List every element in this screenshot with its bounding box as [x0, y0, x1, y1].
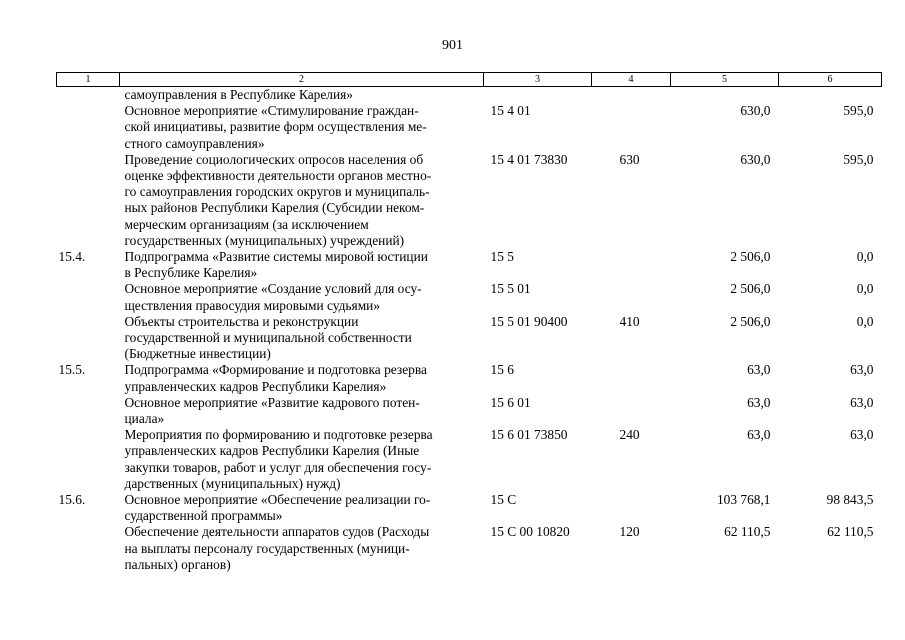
table-header	[57, 73, 882, 87]
row-number	[57, 87, 120, 104]
row-code: 15 С	[490, 492, 517, 508]
table-body	[57, 87, 882, 574]
table-row	[57, 281, 882, 313]
row-expense-type: 630	[619, 151, 640, 167]
row-amount-2: 0,0	[856, 281, 874, 297]
row-number	[57, 427, 120, 492]
row-name-line: Основное мероприятие «Развитие кадрового потен-	[124, 394, 420, 410]
row-expense-type	[592, 281, 671, 313]
row-name	[120, 524, 484, 573]
table-row	[57, 492, 882, 524]
header-col-5: 5	[671, 73, 779, 87]
row-number: 15.5.	[58, 362, 86, 378]
page-number: 901	[442, 38, 463, 53]
row-name-line: государственных (муниципальных) учреждений)	[124, 232, 405, 248]
row-name-line: стного самоуправления»	[124, 135, 265, 151]
row-amount-1: 2 506,0	[730, 249, 771, 265]
row-amount-2: 595,0	[843, 103, 874, 119]
row-name-line: Обеспечение деятельности аппаратов судов (Расходы	[124, 524, 430, 540]
row-amount-2: 98 843,5	[826, 492, 874, 508]
row-name-line: Мероприятия по формированию и подготовке резерва	[124, 427, 433, 443]
row-amount-2: 0,0	[856, 249, 874, 265]
row-name-line: Объекты строительства и реконструкции	[124, 313, 359, 329]
row-amount-2: 63,0	[850, 362, 874, 378]
row-name-line: пальных) органов)	[124, 556, 231, 572]
row-name	[120, 395, 484, 427]
row-name-line: (Бюджетные инвестиции)	[124, 346, 271, 362]
row-name	[120, 103, 484, 152]
header-col-6: 6	[779, 73, 882, 87]
row-code	[484, 87, 592, 104]
table-row	[57, 152, 882, 249]
row-name-line: мерческим организациям (за исключением	[124, 216, 369, 232]
table-row	[57, 249, 882, 281]
row-number	[57, 103, 120, 152]
row-expense-type	[592, 87, 671, 104]
row-name	[120, 87, 484, 104]
row-name-line: оценке эффективности деятельности органов местно-	[124, 168, 432, 184]
row-code: 15 6 01	[490, 394, 531, 410]
row-amount-2: 595,0	[843, 151, 874, 167]
row-amount-1: 630,0	[740, 151, 771, 167]
row-name-line: государственной и муниципальной собственности	[124, 330, 412, 346]
row-name-line: сударственной программы»	[124, 508, 283, 524]
row-name	[120, 281, 484, 313]
header-col-1: 1	[57, 73, 120, 87]
row-name-line: Основное мероприятие «Стимулирование граждан-	[124, 103, 419, 119]
row-expense-type: 410	[619, 313, 640, 329]
row-expense-type	[592, 362, 671, 394]
row-amount-1: 630,0	[740, 103, 771, 119]
row-amount-2: 0,0	[856, 313, 874, 329]
row-name-line: закупки товаров, работ и услуг для обеспечения госу-	[124, 459, 432, 475]
row-expense-type	[592, 103, 671, 152]
row-amount-1: 63,0	[747, 427, 771, 443]
row-code: 15 С 00 10820	[490, 524, 570, 540]
row-expense-type: 120	[619, 524, 640, 540]
header-col-2: 2	[120, 73, 484, 87]
table-row	[57, 362, 882, 394]
row-name-line: го самоуправления городских округов и муниципаль-	[124, 184, 430, 200]
row-amount-2: 63,0	[850, 394, 874, 410]
row-amount-1	[671, 87, 779, 104]
row-name-line: самоуправления в Республике Карелия»	[124, 87, 353, 102]
row-name-line: Проведение социологических опросов населения об	[124, 151, 424, 167]
row-code: 15 6 01 73850	[490, 427, 568, 443]
row-amount-1: 62 110,5	[724, 524, 771, 540]
row-number: 15.4.	[58, 249, 86, 265]
row-number	[57, 395, 120, 427]
row-code: 15 6	[490, 362, 514, 378]
row-code: 15 5 01 90400	[490, 313, 568, 329]
table-row	[57, 395, 882, 427]
row-name	[120, 492, 484, 524]
row-name-line: циала»	[124, 411, 165, 427]
row-name-line: управленческих кадров Республики Карелия»	[124, 378, 387, 394]
row-name	[120, 152, 484, 249]
row-amount-1: 2 506,0	[730, 313, 771, 329]
row-code: 15 5	[490, 249, 514, 265]
row-name-line: на выплаты персоналу государственных (муници-	[124, 540, 410, 556]
row-amount-1: 63,0	[747, 394, 771, 410]
row-amount-1: 103 768,1	[716, 492, 771, 508]
row-code: 15 4 01	[490, 103, 531, 119]
row-amount-2	[779, 87, 882, 104]
row-name-line: ных районов Республики Карелия (Субсидии неком-	[124, 200, 425, 216]
row-name	[120, 249, 484, 281]
row-number	[57, 281, 120, 313]
row-code: 15 4 01 73830	[490, 151, 568, 167]
table-row	[57, 87, 882, 104]
row-expense-type: 240	[619, 427, 640, 443]
row-expense-type	[592, 395, 671, 427]
row-name-line: управленческих кадров Республики Карелия (Иные	[124, 443, 420, 459]
row-amount-1: 2 506,0	[730, 281, 771, 297]
table-row	[57, 524, 882, 573]
row-name-line: в Республике Карелия»	[124, 265, 258, 281]
row-amount-2: 62 110,5	[827, 524, 874, 540]
row-code: 15 5 01	[490, 281, 531, 297]
row-name-line: Подпрограмма «Формирование и подготовка резерва	[124, 362, 427, 378]
row-name-line: Основное мероприятие «Обеспечение реализации го-	[124, 492, 431, 508]
row-name	[120, 427, 484, 492]
row-expense-type	[592, 492, 671, 524]
row-expense-type	[592, 249, 671, 281]
budget-table	[56, 72, 882, 573]
table-row	[57, 314, 882, 363]
row-name-line: Основное мероприятие «Создание условий для осу-	[124, 281, 422, 297]
row-number: 15.6.	[58, 492, 86, 508]
row-name-line: Подпрограмма «Развитие системы мировой юстиции	[124, 249, 428, 265]
row-name	[120, 362, 484, 394]
table-row	[57, 103, 882, 152]
row-amount-1: 63,0	[747, 362, 771, 378]
row-number	[57, 152, 120, 249]
row-name-line: ществления правосудия мировыми судьями»	[124, 297, 381, 313]
table-row	[57, 427, 882, 492]
row-number	[57, 524, 120, 573]
header-col-4: 4	[592, 73, 671, 87]
row-number	[57, 314, 120, 363]
row-amount-2: 63,0	[850, 427, 874, 443]
row-name	[120, 314, 484, 363]
header-col-3: 3	[484, 73, 592, 87]
row-name-line: дарственных (муниципальных) нужд)	[124, 475, 341, 491]
row-name-line: ской инициативы, развитие форм осуществления ме-	[124, 119, 427, 135]
